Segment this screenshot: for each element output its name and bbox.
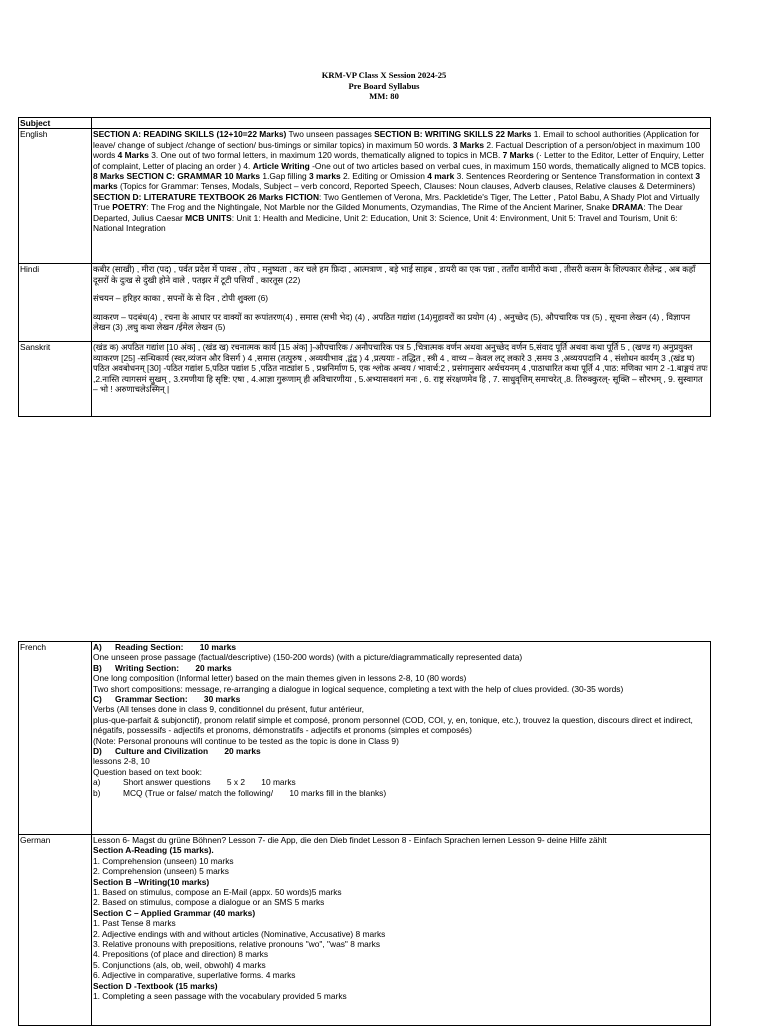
max-marks-line: MM: 80	[369, 91, 399, 101]
table-row-french	[19, 642, 711, 835]
subject-hindi: Hindi	[19, 264, 92, 342]
subject-header: Subject	[19, 118, 92, 129]
syllabus-sanskrit: (खंड क) अपठित गद्यांश [10 अंक] , (खंड ख) रचनात्मक कार्य [15 अंक] ]-औपचारिक / अनौपचारिक पत्र 5 ,चित्रात्मक वर्णन अथवा अनुच्छेद वर्णन 5,संवाद पूर्ति अथवा कथा पूर्ति 5 , (खण्ड ग) अनुप्रयुक्त व्याकरण [25] -सन्धिकार्य (स्वर,व्यंजन और विसर्ग ) 4 ,समास (तत्पुरुष , अव्ययीभाव ,द्वंद्व ) 4 ,प्रत्ययाः - तद्धित , स्त्री 4 , वाच्य – केवल लट् लकारे 3 ,समय 3 ,अव्ययपदानि 4 , संशोधन कार्यम् 3 ,(खंड घ) पठित अवबोधनम् [30] -पठित गद्यांश 5,पठित पद्यांश 5 ,पठित नाट्यांश 5 , प्रश्ननिर्माण 5, एक श्लोक अन्वय / भावार्थ:2 , प्रसंगानुसार अर्थचयनम् 4 ,पाठाधारित कथा पूर्ति 4 ,पाठ: मणिका भाग 2 -1.बाङ्मयं तपः ,2.नास्ति त्यागसमं सुखम् , 3.रमणीया हि सृष्टि: एषा , 4.आज्ञा गुरूणाम् ही अविचारणीया , 5.अभ्यासवशगं मनः , 6. राष्ट्र संरक्षणमेव हि , 7. साधुवृत्तिम् समाचरेत् ,8. तिरुक्कुरल्- सूक्ति – सौरभम् , 9. सुस्वागत – भो ! अरुणाचलेऽस्मिन् |	[92, 342, 711, 417]
syllabus-hindi	[92, 264, 711, 342]
syllabus-german: Lesson 6- Magst du grüne Böhnen? Lesson 7- die App, die den Dieb findet Lesson 8 - Einfach Sprachen lernen Lesson 9- deine Hilfe zählt Section A-Reading (15 marks). 1. Comprehension (unseen) 10 marks 2. Comprehension (unseen) 5 marks Section B –Writing(10 marks) 1. Based on stimulus, compose an E-Mail (appx. 50 words)5 marks 2. Based on stimulus, compose a dialogue or an SMS 5 marks Section C – Applied Grammar (40 marks) 1. Past Tense 8 marks 2. Adjective endings with and without articles (Nominative, Accusative) 8 marks 3. Relative pronouns with prepositions, relative pronouns "wo", "was" 8 marks 4. Prepositions (of place and direction) 8 marks 5. Conjunctions (als, ob, weil, obwohl) 4 marks 6. Adjective in comparative, superlative forms. 4 marks Section D -Textbook (15 marks) 1. Completing a seen passage with the vocabulary provided 5 marks	[92, 835, 711, 1026]
french-section-a: A) Reading Section: 10 marks	[93, 642, 237, 652]
french-question-a: a) Short answer questions 5 x 2 10 marks	[93, 777, 296, 788]
subtitle-line: Pre Board Syllabus	[348, 80, 420, 91]
syllabus-french: A) Reading Section: 10 marks One unseen prose passage (factual/descriptive) (150-200 words) (with a picture/diagrammatically represented data) B) Writing Section: 20 marks One long composition (Informal letter) based on the main themes given in lessons 2-8, 10 (80 words) Two short compositions: message, re-arranging a dialogue in logical sequence, completing a text with the help of clues provided. (30-35 words) C) Grammar Section: 30 marks Verbs (All tenses done in class 9, conditionnel du présent, futur antérieur, plus-que-parfait & subjonctif), pronom relatif simple et composé, pronom personnel (COD, COI, y, en, tonique, etc.), trouvez la question, discours direct et indirect, négatifs, possessifs - adjectifs et pronoms, démonstratifs - adjectifs et pronoms (simples et composés) (Note: Personal pronouns will continue to be tested as the topic is done in Class 9) D) Culture and Civilization 20 marks lessons 2-8, 10 Question based on text book: a) Short answer questions 5 x 2 10 marks b) MCQ (True or false/ match the following/ 10 marks fill in the blanks)	[92, 642, 711, 835]
table-row-sanskrit	[19, 342, 711, 417]
subject-english: English	[19, 129, 92, 264]
syllabus-header-empty	[92, 118, 711, 129]
document-header	[0, 70, 768, 102]
english-section-b-heading: SECTION B: WRITING SKILLS 22 Marks	[374, 129, 532, 140]
hindi-literature: कबीर (साखी) , मीरा (पद) , पर्वत प्रदेश में पावस , तोप , मनुष्यता , कर चले हम फ़िदा , आत्मत्राण , बड़े भाई साहब , डायरी का एक पन्ना , तताँरा वामीरो कथा , तीसरी कसम के शिल्पकार शैलेन्द्र , अब कहाँ दूसरों के दुःख से दुखी होने वाले , पतझर में टूटी पत्तियाँ , कारतूस (22)	[93, 264, 696, 285]
french-section-d: D) Culture and Civilization 20 marks	[93, 746, 261, 757]
hindi-sanchayan: संचयन – हरिहर काका , सपनों के से दिन , टोपी शुक्ला (6)	[93, 293, 269, 304]
french-question-b: b) MCQ (True or false/ match the following/ 10 marks fill in the blanks)	[93, 787, 387, 798]
syllabus-english: SECTION A: READING SKILLS (12+10=22 Marks) Two unseen passages SECTION B: WRITING SKILLS 22 Marks 1. Email to school authorities (Application for leave/ change of subject /change of section/ bus-timings or similar topics) in maximum 50 words. 3 Marks 2. Factual Description of a person/object in maximum 100 words 4 Marks 3. One out of two formal letters, in maximum 120 words, thematically aligned to topics in MCB. 7 Marks (· Letter to the Editor, Letter of Enquiry, Letter of complaint, Letter of placing an order ) 4. Article Writing -One out of two articles based on verbal cues, in maximum 150 words, thematically aligned to MCB topics. 8 Marks SECTION C: GRAMMAR 10 Marks 1.Gap filling 3 marks 2. Editing or Omission 4 mark 3. Sentences Reordering or Sentence Transformation in context 3 marks (Topics for Grammar: Tenses, Modals, Subject – verb concord, Reported Speech, Clauses: Noun clauses, Adverb clauses, Relative clauses & Determiners) SECTION D: LITERATURE TEXTBOOK 26 Marks FICTION: Two Gentlemen of Verona, Mrs. Packletide's Tiger, The Letter , Patol Babu, A Shady Plot and Virtually True POETRY: The Frog and the Nightingale, Not Marble nor the Gilded Monuments, Ozymandias, The Rime of the Ancient Mariner, Snake DRAMA: The Dear Departed, Julius Caesar MCB UNITS: Unit 1: Health and Medicine, Unit 2: Education, Unit 3: Science, Unit 4: Environment, Unit 5: Travel and Tourism, Unit 6: National Integration	[92, 129, 711, 264]
german-section-c: Section C – Applied Grammar (40 marks)	[93, 907, 256, 918]
german-section-d: Section D -Textbook (15 marks)	[93, 980, 218, 991]
syllabus-table-1	[18, 117, 711, 417]
syllabus-table-2	[18, 641, 711, 1026]
title-line: KRM-VP Class X Session 2024-25	[321, 70, 447, 80]
subject-sanskrit: Sanskrit	[19, 342, 92, 417]
german-lessons: Lesson 6- Magst du grüne Böhnen? Lesson 7- die App, die den Dieb findet Lesson 8 - Einfach Sprachen lernen Lesson 9- deine Hilfe zählt	[93, 835, 607, 845]
french-section-b: B) Writing Section: 20 marks	[93, 662, 232, 673]
french-section-c: C) Grammar Section: 30 marks	[93, 694, 241, 705]
table-row-hindi	[19, 264, 711, 342]
hindi-grammar: व्याकरण – पदबंध(4) , रचना के आधार पर वाक्यों का रूपांतरण(4) , समास (सभी भेद) (4) , अपठित गद्यांश (14)मुहावरों का प्रयोग (4) , अनुच्छेद (5), औपचारिक पत्र (5) , सूचना लेखन (4) , विज्ञापन लेखन (3) ,लघु कथा लेखन /ईमेल लेखन (5)	[93, 311, 690, 333]
table-row-german	[19, 835, 711, 1026]
table-header-row	[19, 118, 711, 129]
subject-french: French	[19, 642, 92, 835]
english-section-a-heading: SECTION A: READING SKILLS (12+10=22 Marks)	[93, 129, 287, 140]
table-row-english	[19, 129, 711, 264]
german-section-b: Section B –Writing(10 marks)	[93, 876, 210, 887]
subject-german: German	[19, 835, 92, 1026]
english-section-d-heading: SECTION D: LITERATURE TEXTBOOK 26 Marks	[93, 191, 284, 202]
english-section-c-heading: SECTION C: GRAMMAR 10 Marks	[124, 171, 261, 182]
german-section-a: Section A-Reading (15 marks).	[93, 845, 214, 856]
